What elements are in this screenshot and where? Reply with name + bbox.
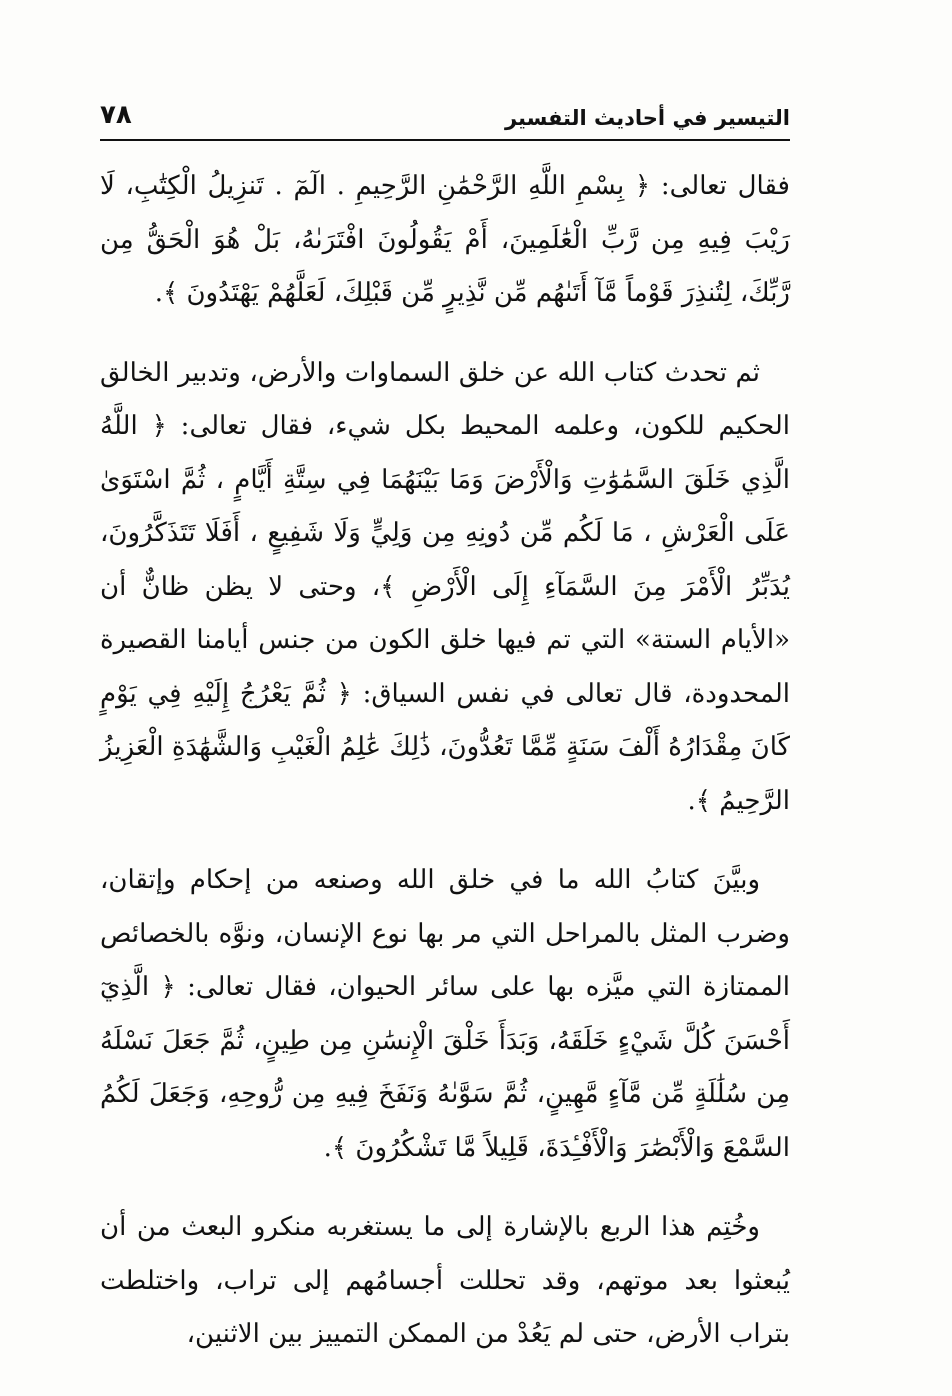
- paragraph-3: وبيَّنَ كتابُ الله ما في خلق الله وصنعه من إحكام وإتقان، وضرب المثل بالمراحل التي مر بها نوع الإنسان، ونوَّه بالخصائص الممتازة التي ميَّزه بها على سائر الحيوان، فقال تعالى: ﴿ الَّذِيٓ أَحْسَنَ كُلَّ شَيْءٍ خَلَقَهُ، وَبَدَأَ خَلْقَ الْإِنسَٰنِ مِن طِينٍ، ثُمَّ جَعَلَ نَسْلَهُ مِن سُلَٰلَةٍ مِّن مَّآءٍ مَّهِينٍ، ثُمَّ سَوَّىٰهُ وَنَفَخَ فِيهِ مِن رُّوحِهِ، وَجَعَلَ لَكُمُ السَّمْعَ وَالْأَبْصَٰرَ وَالْأَفْـِٔدَةَ، قَلِيلاً مَّا تَشْكُرُونَ ﴾.: [100, 865, 791, 1163]
- paragraph-2: ثم تحدث كتاب الله عن خلق السماوات والأرض، وتدبير الخالق الحكيم للكون، وعلمه المحيط بكل شيء، فقال تعالى: ﴿ اللَّهُ الَّذِي خَلَقَ السَّمَٰوَٰتِ وَالْأَرْضَ وَمَا بَيْنَهُمَا فِي سِتَّةِ أَيَّامٍ ، ثُمَّ اسْتَوَىٰ عَلَى الْعَرْشِ ، مَا لَكُم مِّن دُونِهِ مِن وَلِيٍّ وَلَا شَفِيعٍ ، أَفَلَا تَتَذَكَّرُونَ، يُدَبِّرُ الْأَمْرَ مِنَ السَّمَآءِ إِلَى الْأَرْضِ ﴾، وحتى لا يظن ظانٌّ أن «الأيام الستة» التي تم فيها خلق الكون من جنس أيامنا القصيرة المحدودة، قال تعالى في نفس السياق: ﴿ ثُمَّ يَعْرُجُ إِلَيْهِ فِي يَوْمٍ كَانَ مِقْدَارُهُ أَلْفَ سَنَةٍ مِّمَّا تَعُدُّونَ، ذَٰلِكَ عَٰلِمُ الْغَيْبِ وَالشَّهَٰدَةِ الْعَزِيزُ الرَّحِيمُ ﴾.: [100, 357, 791, 816]
- page-number: ٧٨: [100, 100, 132, 130]
- body-text: [100, 160, 790, 1388]
- header-rule: [100, 139, 790, 141]
- paragraph-1: فقال تعالى: ﴿ بِسْمِ اللَّهِ الرَّحْمَٰنِ الرَّحِيمِ . الٓمٓ . تَنزِيلُ الْكِتَٰبِ، لَا رَيْبَ فِيهِ مِن رَّبِّ الْعَٰلَمِينَ، أَمْ يَقُولُونَ افْتَرَىٰهُ، بَلْ هُوَ الْحَقُّ مِن رَّبِّكَ، لِتُنذِرَ قَوْماً مَّآ أَتَىٰهُم مِّن نَّذِيرٍ مِّن قَبْلِكَ، لَعَلَّهُمْ يَهْتَدُونَ ﴾.: [100, 171, 790, 308]
- running-header: [100, 96, 790, 136]
- paragraph-4: وخُتِم هذا الربع بالإشارة إلى ما يستغربه منكرو البعث من أن يُبعثوا بعد موتهم، وقد تحللت أجسامُهم إلى تراب، واختلطت بتراب الأرض، حتى لم يَعُدْ من الممكن التمييز بين الاثنين،: [100, 1212, 790, 1349]
- running-title: التيسير في أحاديث التفسير: [504, 106, 790, 130]
